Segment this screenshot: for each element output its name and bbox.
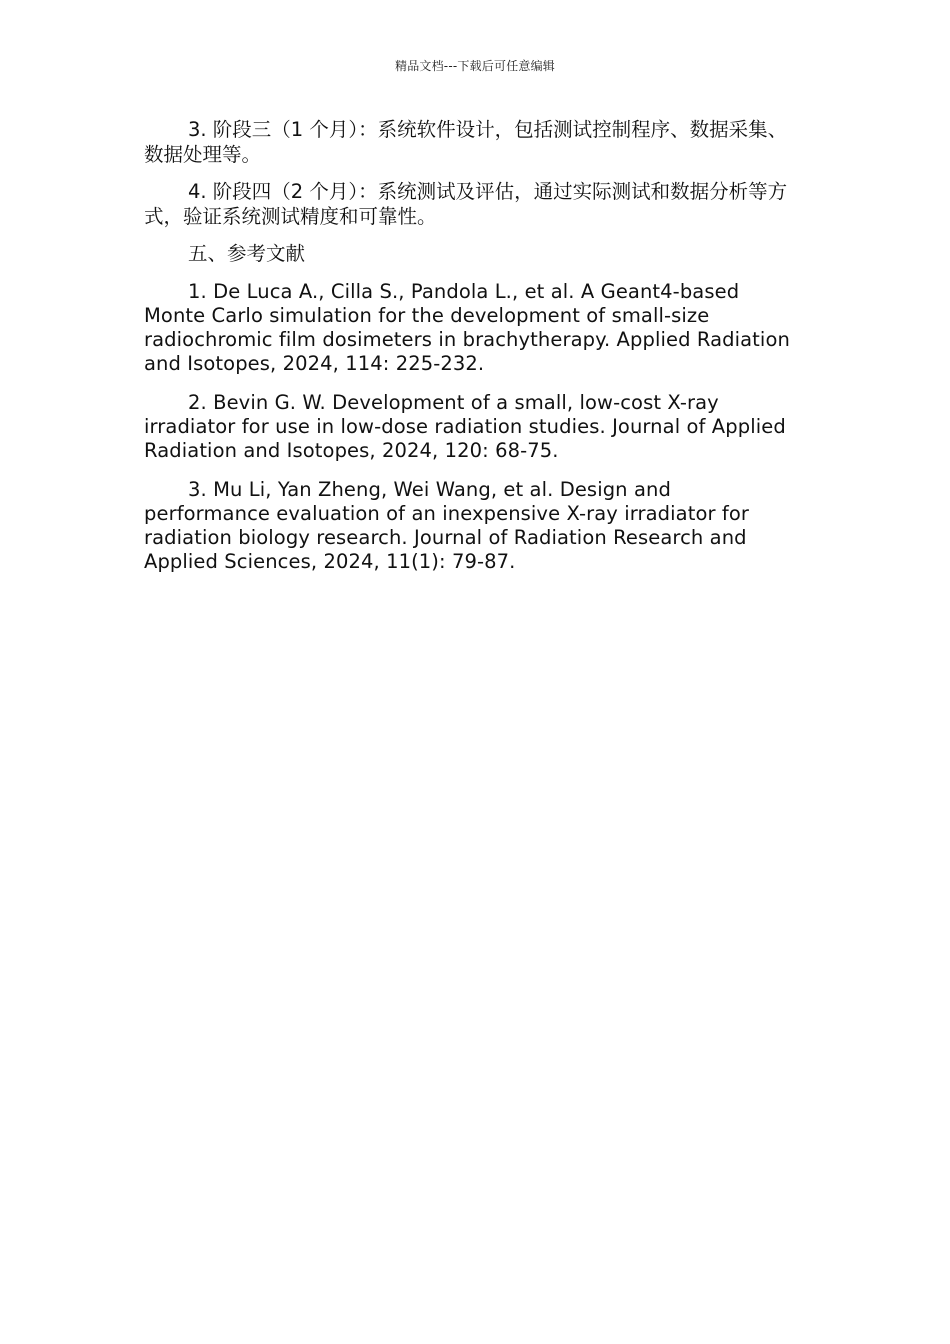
reference-item-3: 3. Mu Li, Yan Zheng, Wei Wang, et al. Design and performance evaluation of an inexpensive X-ray irradiator for radiation biology research. Journal of Radiation Research and Applied Sciences, 2024, 11(1): 79-87. bbox=[144, 478, 750, 573]
section-heading-references: 五、参考文献 bbox=[188, 242, 306, 265]
reference-item-1: 1. De Luca A., Cilla S., Pandola L., et al. A Geant4-based Monte Carlo simulation for the development of small-size radiochromic film dosimeters in brachytherapy. Applied Radiation and Isotopes, 2024, 114: 225-232. bbox=[144, 280, 790, 375]
paragraph-phase-four: 4. 阶段四（2 个月）：系统测试及评估，通过实际测试和数据分析等方式，验证系统测试精度和可靠性。 bbox=[144, 180, 788, 228]
paragraph-phase-three: 3. 阶段三（1 个月）：系统软件设计，包括测试控制程序、数据采集、数据处理等。 bbox=[144, 118, 788, 166]
reference-item-2: 2. Bevin G. W. Development of a small, low-cost X-ray irradiator for use in low-dose radiation studies. Journal of Applied Radiation and Isotopes, 2024, 120: 68-75. bbox=[144, 391, 786, 462]
page-header: 精品文档---下载后可任意编辑 bbox=[395, 59, 555, 73]
document-body bbox=[144, 117, 796, 589]
